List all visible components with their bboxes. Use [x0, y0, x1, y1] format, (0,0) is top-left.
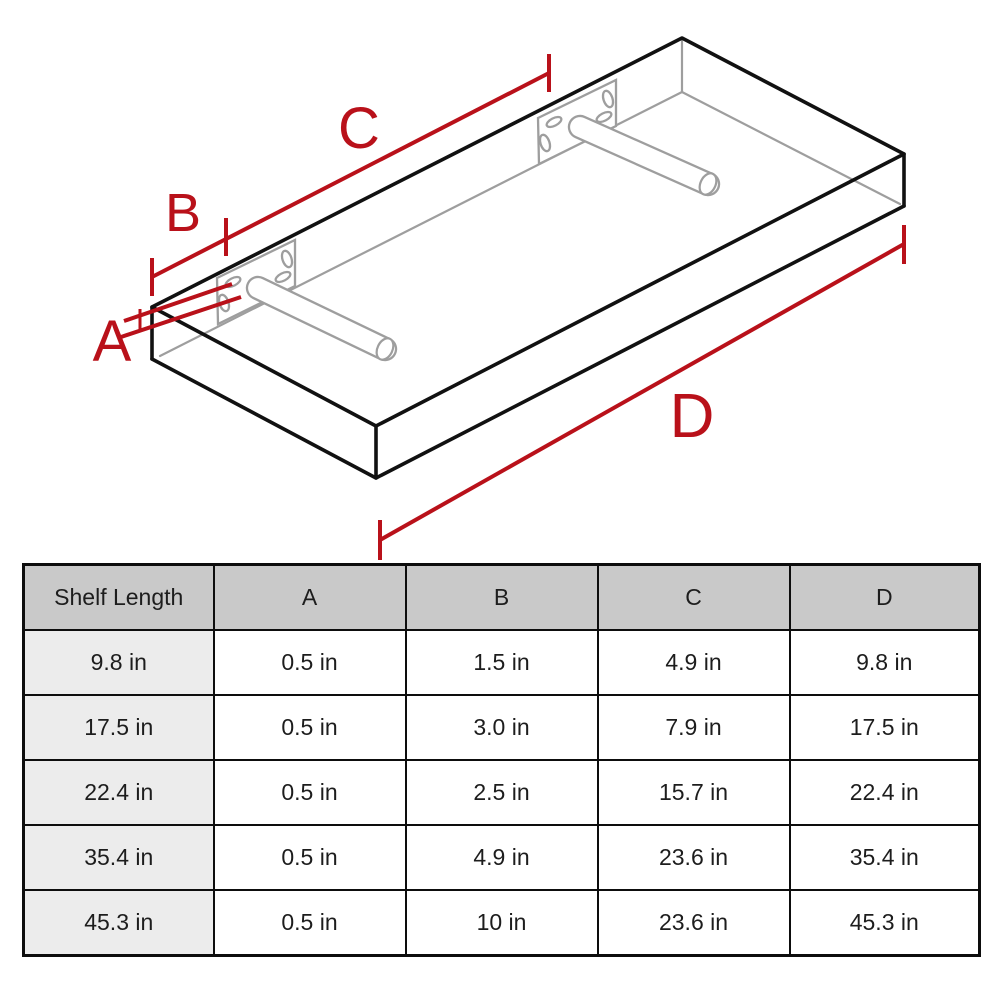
label-c: C	[338, 96, 380, 161]
table-cell: 35.4 in	[790, 825, 980, 890]
table-cell: 45.3 in	[790, 890, 980, 956]
table-cell: 22.4 in	[790, 760, 980, 825]
table-cell: 9.8 in	[790, 630, 980, 695]
table-row	[24, 760, 980, 825]
bracket-rod-right	[580, 127, 720, 197]
table-row	[24, 890, 980, 956]
table-cell: 17.5 in	[790, 695, 980, 760]
table-row	[24, 695, 980, 760]
table-cell: 2.5 in	[406, 760, 598, 825]
column-header-d: D	[790, 565, 980, 631]
table-cell: 9.8 in	[24, 630, 214, 695]
table-cell: 22.4 in	[24, 760, 214, 825]
table-cell: 0.5 in	[214, 890, 406, 956]
table-row	[24, 630, 980, 695]
column-header-c: C	[598, 565, 790, 631]
table-cell: 17.5 in	[24, 695, 214, 760]
table-cell: 7.9 in	[598, 695, 790, 760]
label-a: A	[92, 309, 132, 374]
table-cell: 45.3 in	[24, 890, 214, 956]
label-d: D	[669, 382, 715, 451]
table-cell: 1.5 in	[406, 630, 598, 695]
table-cell: 0.5 in	[214, 695, 406, 760]
table-cell: 0.5 in	[214, 630, 406, 695]
column-header-shelf-length: Shelf Length	[24, 565, 214, 631]
table-row	[24, 825, 980, 890]
shelf-dimensions-table	[22, 563, 981, 957]
table-cell: 4.9 in	[598, 630, 790, 695]
table-cell: 10 in	[406, 890, 598, 956]
table-cell: 23.6 in	[598, 825, 790, 890]
table-cell: 4.9 in	[406, 825, 598, 890]
table-cell: 15.7 in	[598, 760, 790, 825]
table-cell: 3.0 in	[406, 695, 598, 760]
table-cell: 0.5 in	[214, 760, 406, 825]
header-row	[24, 565, 980, 631]
label-b: B	[164, 183, 202, 243]
table-cell: 35.4 in	[24, 825, 214, 890]
bracket-rod-left	[258, 288, 397, 362]
column-header-b: B	[406, 565, 598, 631]
table-cell: 23.6 in	[598, 890, 790, 956]
table-cell: 0.5 in	[214, 825, 406, 890]
column-header-a: A	[214, 565, 406, 631]
